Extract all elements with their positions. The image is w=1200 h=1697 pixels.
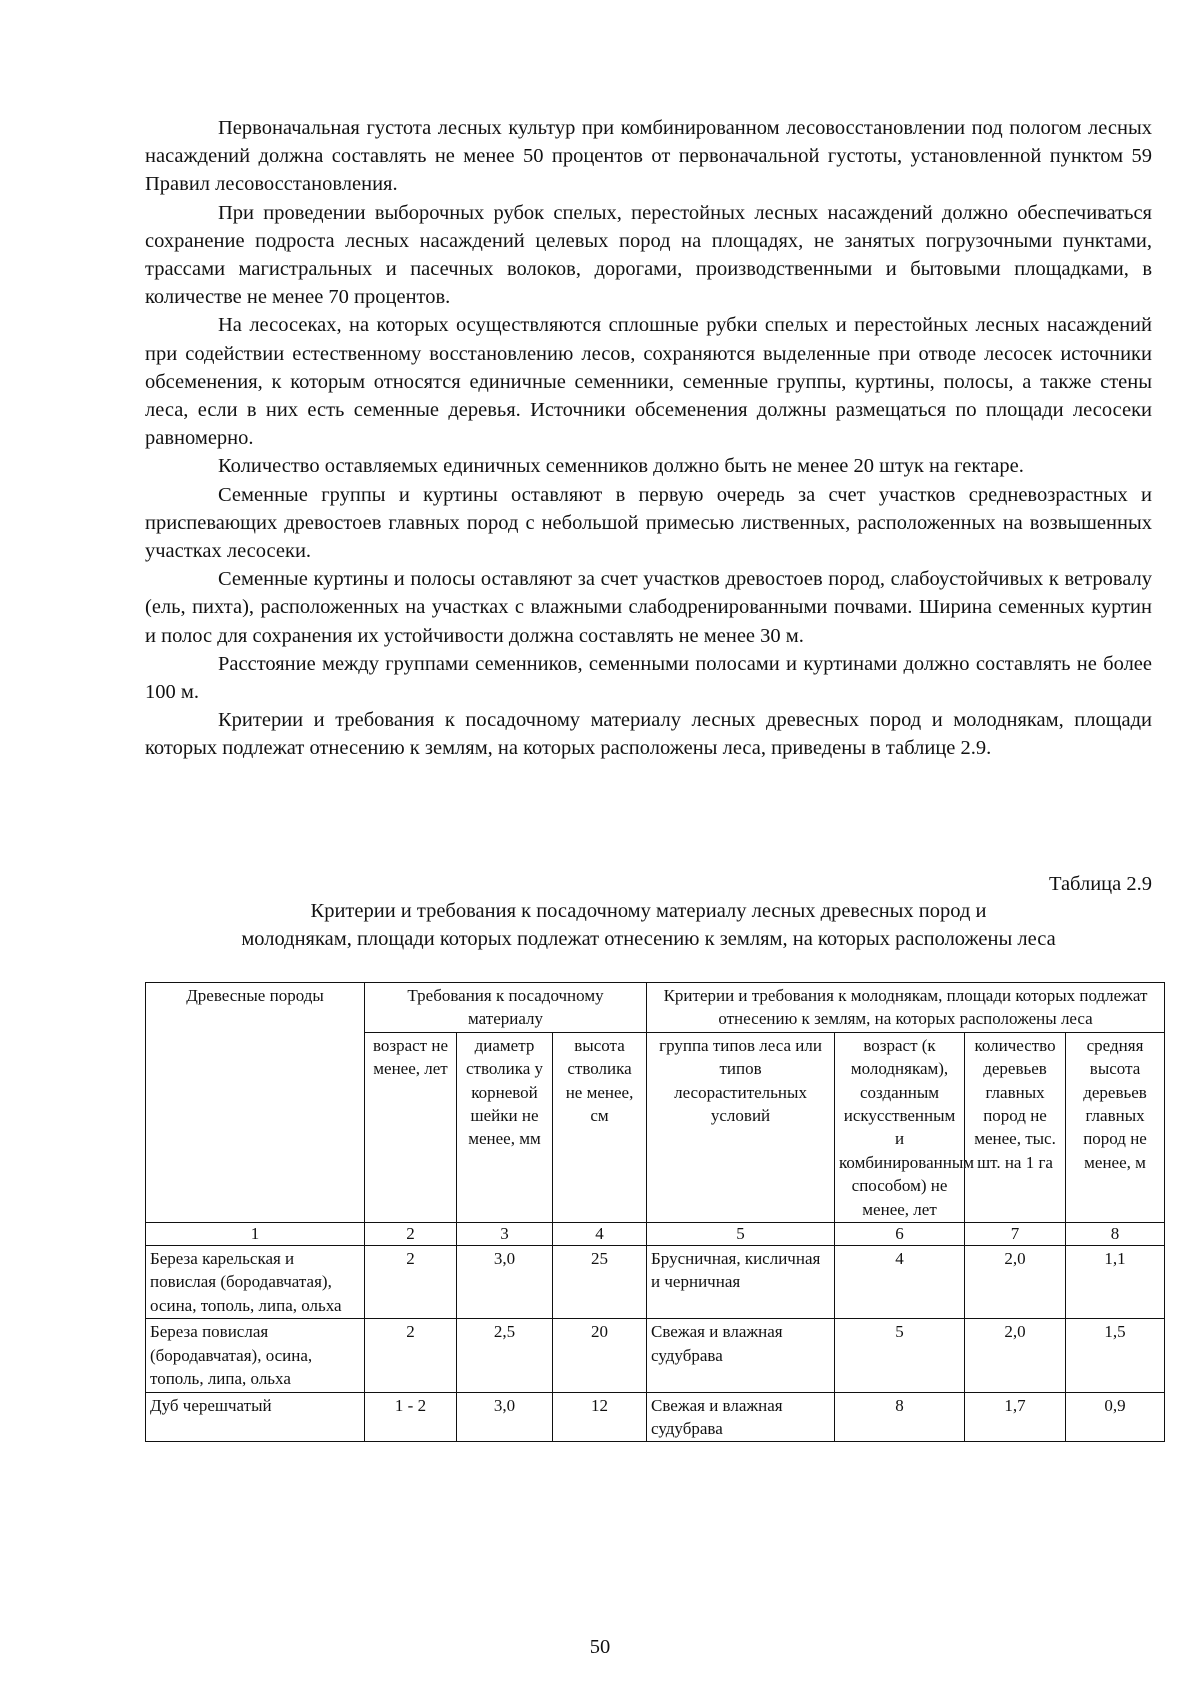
cell-avg-height: 0,9	[1066, 1392, 1165, 1442]
paragraph: На лесосеках, на которых осуществляются сплошные рубки спелых и перестойных лесных насаждений при содействии естественному восстановлению лесов, сохраняются выделенные при отводе лесосек источники обсеменения, к которым относятся единичные семенники, семенные группы, куртины, полосы, а также стены леса, если в них есть семенные деревья. Источники обсеменения должны размещаться по площади лесосеки равномерно.	[145, 314, 1152, 450]
paragraph: Семенные куртины и полосы оставляют за счет участков древостоев пород, слабоустойчивых к ветровалу (ель, пихта), расположенных на участках с влажными слабодренированными почвами. Ширина семенных куртин и полос для сохранения их устойчивости должна составлять не менее 30 м.	[145, 568, 1152, 647]
column-number: 7	[965, 1223, 1066, 1246]
page-number: 50	[589, 1636, 611, 1658]
header-forest-type: группа типов леса или типов лесорастительных условий	[647, 1032, 835, 1222]
cell-tree-count: 2,0	[965, 1246, 1066, 1319]
table-row	[146, 1392, 1165, 1442]
cell-forest-type: Свежая и влажная судубрава	[647, 1392, 835, 1442]
header-avg-height: средняя высота деревьев главных пород не менее, м	[1066, 1032, 1165, 1222]
column-number: 4	[553, 1223, 647, 1246]
paragraph: Критерии и требования к посадочному материалу лесных древесных пород и молоднякам, площади которых подлежат отнесению к землям, на которых расположены леса, приведены в таблице 2.9.	[145, 709, 1152, 760]
table-caption-line: Критерии и требования к посадочному материалу лесных древесных пород и	[310, 900, 987, 922]
header-young-age: возраст (к молоднякам), созданным искусственным и комбинированным способом) не менее, лет	[835, 1032, 965, 1222]
column-number: 1	[146, 1223, 365, 1246]
cell-diameter: 3,0	[457, 1392, 553, 1442]
cell-diameter: 2,5	[457, 1319, 553, 1392]
cell-tree-count: 2,0	[965, 1319, 1066, 1392]
column-number: 8	[1066, 1223, 1165, 1246]
header-tree-count: количество деревьев главных пород не менее, тыс. шт. на 1 га	[965, 1032, 1066, 1222]
header-planting-material: Требования к посадочному материалу	[365, 983, 647, 1033]
cell-age: 2	[365, 1246, 457, 1319]
column-number: 6	[835, 1223, 965, 1246]
header-young-stands: Критерии и требования к молоднякам, площади которых подлежат отнесению к землям, на которых расположены леса	[647, 983, 1165, 1033]
cell-avg-height: 1,1	[1066, 1246, 1165, 1319]
cell-tree-count: 1,7	[965, 1392, 1066, 1442]
paragraph: Первоначальная густота лесных культур при комбинированном лесовосстановлении под пологом лесных насаждений должна составлять не менее 50 процентов от первоначальной густоты, установленной пунктом 59 Правил лесовосстановления.	[145, 117, 1152, 196]
table-label: Таблица 2.9	[1048, 873, 1152, 895]
cell-height: 25	[553, 1246, 647, 1319]
cell-diameter: 3,0	[457, 1246, 553, 1319]
criteria-table	[145, 982, 1165, 1442]
body-text	[145, 114, 1152, 763]
cell-species: Дуб черешчатый	[146, 1392, 365, 1442]
cell-age: 2	[365, 1319, 457, 1392]
cell-species: Береза повислая (бородавчатая), осина, тополь, липа, ольха	[146, 1319, 365, 1392]
cell-young-age: 4	[835, 1246, 965, 1319]
column-number: 2	[365, 1223, 457, 1246]
cell-species: Береза карельская и повислая (бородавчатая), осина, тополь, липа, ольха	[146, 1246, 365, 1319]
table-row	[146, 1246, 1165, 1319]
header-diameter: диаметр стволика у корневой шейки не менее, мм	[457, 1032, 553, 1222]
paragraph: При проведении выборочных рубок спелых, перестойных лесных насаждений должно обеспечиваться сохранение подроста лесных насаждений целевых пород на площадях, не занятых погрузочными пунктами, трассами магистральных и пасечных волоков, дорогами, производственными и бытовыми площадками, в количестве не менее 70 процентов.	[145, 201, 1152, 309]
paragraph: Семенные группы и куртины оставляют в первую очередь за счет участков средневозрастных и приспевающих древостоев главных пород с небольшой примесью лиственных, расположенных на возвышенных участках лесосеки.	[145, 483, 1152, 563]
cell-avg-height: 1,5	[1066, 1319, 1165, 1392]
column-number: 5	[647, 1223, 835, 1246]
table-caption-line: молоднякам, площади которых подлежат отнесению к землям, на которых расположены леса	[241, 928, 1056, 950]
cell-height: 20	[553, 1319, 647, 1392]
header-species: Древесные породы	[146, 983, 365, 1223]
header-height: высота стволика не менее, см	[553, 1032, 647, 1222]
column-number: 3	[457, 1223, 553, 1246]
cell-height: 12	[553, 1392, 647, 1442]
cell-young-age: 5	[835, 1319, 965, 1392]
table-caption	[145, 897, 1152, 953]
paragraph: Расстояние между группами семенников, семенными полосами и куртинами должно составлять не более 100 м.	[145, 652, 1152, 704]
cell-age: 1 - 2	[365, 1392, 457, 1442]
table-row	[146, 1319, 1165, 1392]
column-number-row	[146, 1223, 1165, 1246]
cell-young-age: 8	[835, 1392, 965, 1442]
cell-forest-type: Свежая и влажная судубрава	[647, 1319, 835, 1392]
paragraph: Количество оставляемых единичных семенников должно быть не менее 20 штук на гектаре.	[218, 455, 1024, 478]
cell-forest-type: Брусничная, кисличная и черничная	[647, 1246, 835, 1319]
table-header-row	[146, 983, 1165, 1033]
header-age: возраст не менее, лет	[365, 1032, 457, 1222]
